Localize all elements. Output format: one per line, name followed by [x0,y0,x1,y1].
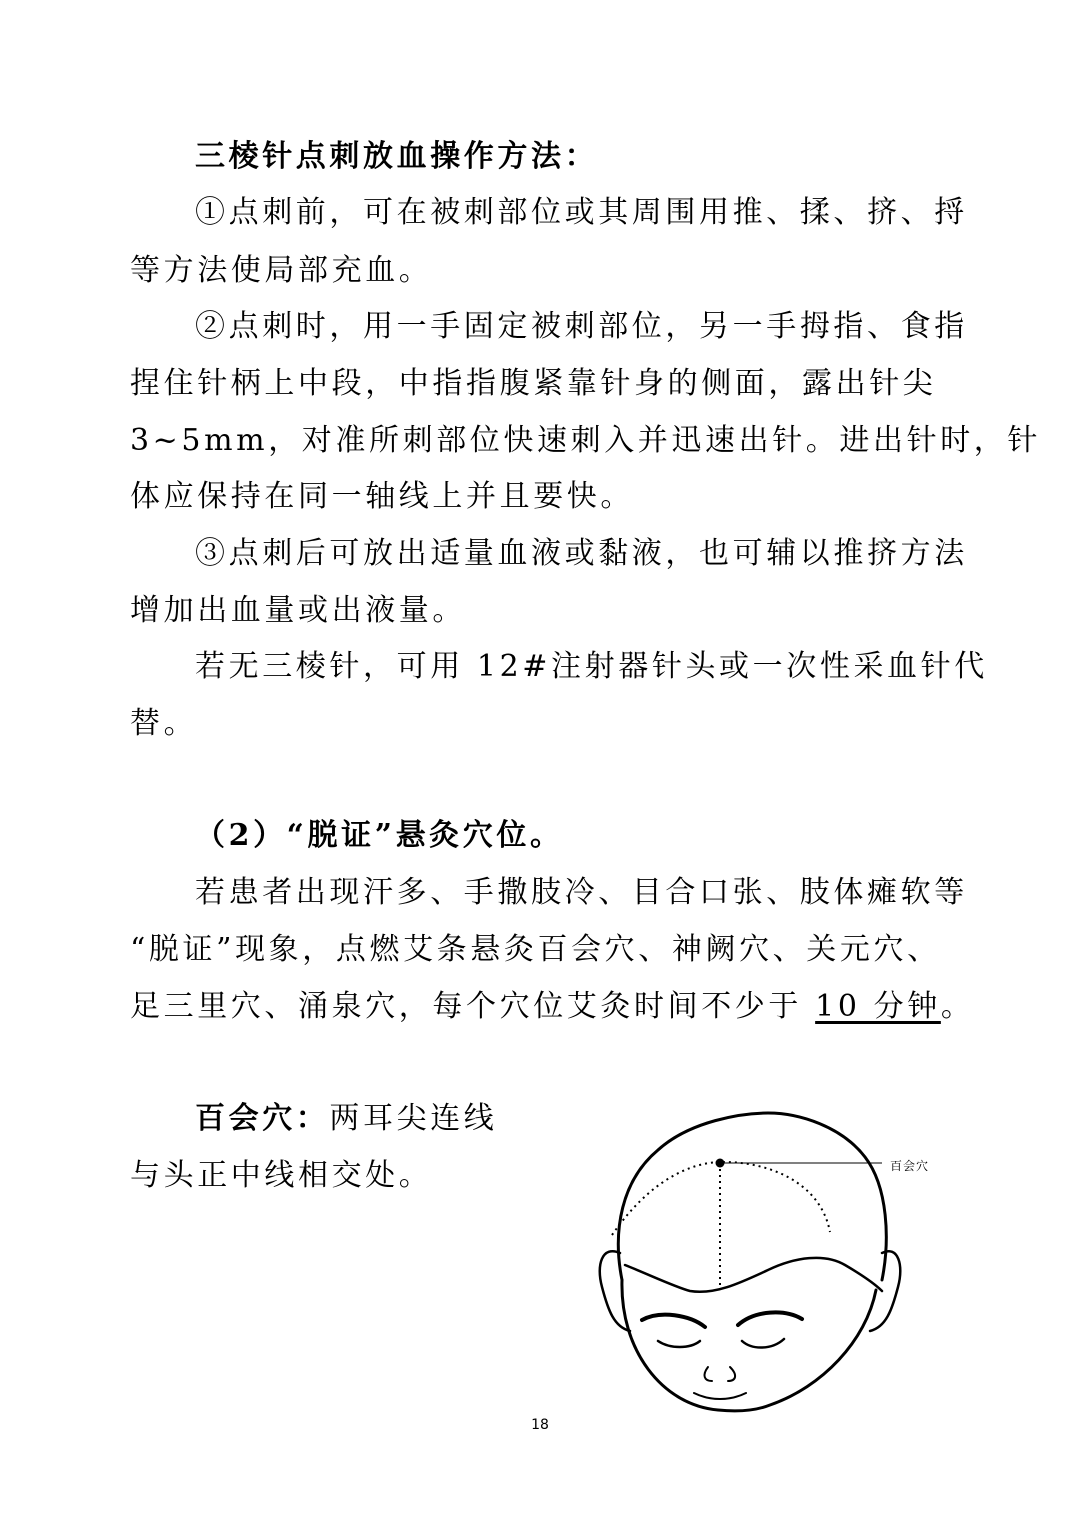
method-p2-line2: 捏住针柄上中段，中指指腹紧靠针身的侧面，露出针尖 [130,366,937,401]
method-p2-line4: 体应保持在同一轴线上并且要快。 [130,479,634,514]
section2-heading: （2）“脱证”悬灸穴位。 [195,818,564,853]
head-illustration [590,1105,950,1415]
method-p2-line1: ②点刺时，用一手固定被刺部位，另一手拇指、食指 [195,309,968,344]
section2-line1: 若患者出现汗多、手撒肢冷、目合口张、肢体瘫软等 [195,875,968,910]
method-p3-line1: ③点刺后可放出适量血液或黏液，也可辅以推挤方法 [195,536,968,571]
method-p2-line3: 3~5mm，对准所刺部位快速刺入并迅速出针。进出针时，针 [130,423,1042,458]
baihui-desc-part1: 两耳尖连线 [329,1101,498,1136]
method-p1-line1: ①点刺前，可在被刺部位或其周围用推、揉、挤、捋 [195,195,968,230]
baihui-point-marker [716,1159,725,1168]
baihui-term: 百会穴： [195,1101,330,1136]
section2-line3-end: 。 [940,989,975,1024]
page-number: 18 [531,1417,549,1433]
method-heading: 三棱针点刺放血操作方法： [195,139,599,174]
section2-line2: “脱证”现象，点燃艾条悬灸百会穴、神阙穴、关元穴、 [130,932,941,967]
baihui-figure-label: 百会穴 [890,1159,930,1173]
baihui-line2: 与头正中线相交处。 [130,1158,433,1193]
method-p4-line1: 若无三棱针，可用 12#注射器针头或一次性采血针代 [195,649,988,684]
baihui-line1 [195,1099,497,1139]
section2-line3-text: 足三里穴、涌泉穴，每个穴位艾灸时间不少于 [130,989,816,1024]
method-p4-line2: 替。 [130,706,198,741]
method-p1-line2: 等方法使局部充血。 [130,253,433,288]
head-acupoint-figure [590,1105,950,1415]
section2-line3 [130,987,974,1027]
duration-underlined: 10 分钟 [815,989,941,1024]
method-p3-line2: 增加出血量或出液量。 [130,593,466,628]
